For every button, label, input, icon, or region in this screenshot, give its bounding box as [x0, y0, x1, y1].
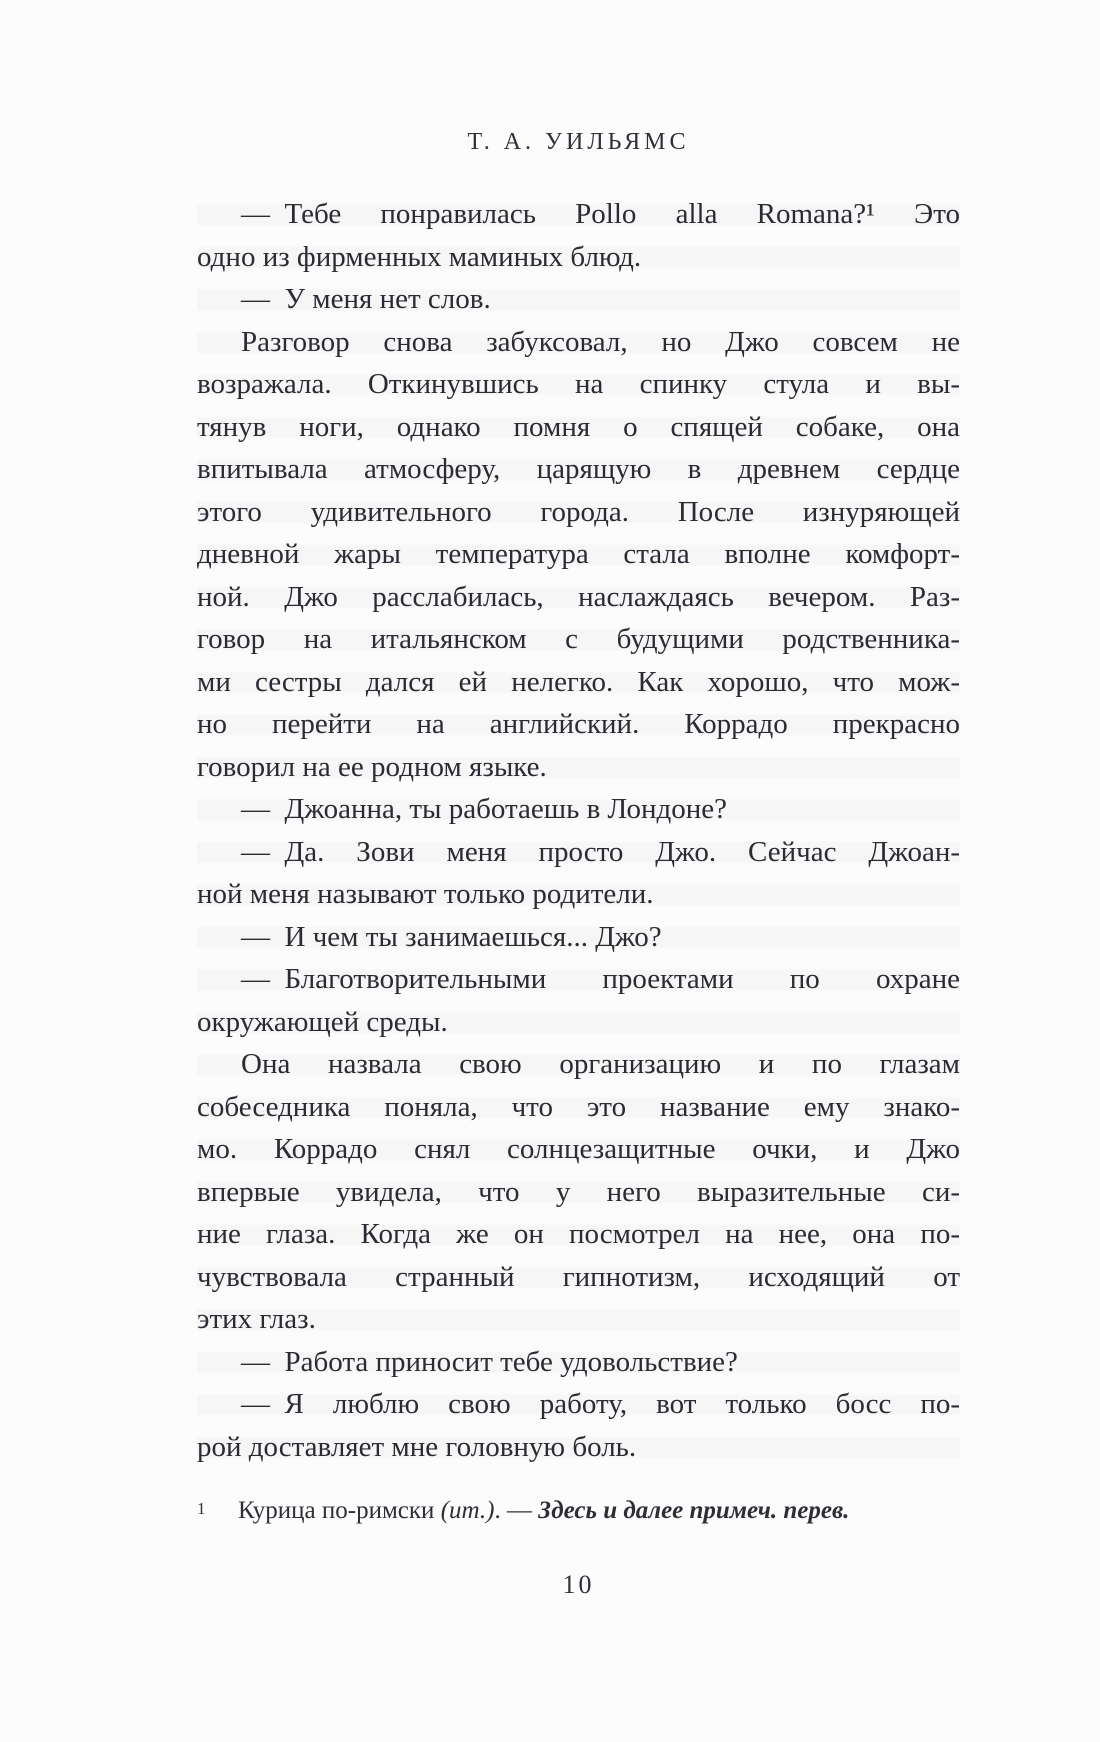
footnote-part: (ит.): [440, 1497, 495, 1524]
text-line: но перейти на английский. Коррадо прекрасно: [197, 708, 960, 740]
text-line: — Работа приносит тебе удовольствие?: [241, 1345, 738, 1378]
text-line: впервые увидела, что у него выразительные си-: [197, 1175, 960, 1208]
footnote-part: . —: [494, 1497, 539, 1524]
text-line: ной. Джо расслабилась, наслаждаясь вечером. Раз-: [197, 580, 960, 613]
footnote-part: Здесь и далее примеч. перев.: [538, 1497, 850, 1524]
text-line: собеседника поняла, что это название ему знако-: [197, 1090, 960, 1123]
text-line: говор на итальянском с будущими родственника-: [197, 623, 960, 655]
page-body-text: [197, 193, 960, 1468]
text-line: ной меня называют только родители.: [197, 878, 654, 910]
text-line: — Тебе понравилась Pollo alla Romana?¹ Это: [241, 198, 960, 230]
text-line: дневной жары температура стала вполне комфорт-: [197, 538, 960, 570]
footnote: [197, 1494, 960, 1528]
text-line: этих глаз.: [197, 1303, 316, 1335]
text-line: этого удивительного города. После изнуряющей: [197, 495, 960, 528]
text-line: ми сестры дался ей нелегко. Как хорошо, что мож-: [197, 665, 960, 698]
text-line: — И чем ты занимаешься... Джо?: [241, 920, 662, 953]
footnote-part: Курица по-римски: [238, 1497, 441, 1524]
text-line: — Благотворительными проектами по охране: [241, 963, 960, 995]
page-number: 10: [562, 1570, 595, 1599]
text-line: чувствовала странный гипнотизм, исходящий от: [197, 1260, 960, 1293]
text-line: впитывала атмосферу, царящую в древнем сердце: [197, 453, 960, 485]
text-line: одно из фирменных маминых блюд.: [197, 240, 642, 273]
text-line: окружающей среды.: [197, 1005, 448, 1038]
text-line: Она назвала свою организацию и по глазам: [241, 1048, 960, 1080]
text-line: — Джоанна, ты работаешь в Лондоне?: [241, 793, 728, 825]
text-line: возражала. Откинувшись на спинку стула и вы-: [197, 368, 960, 400]
footnote-marker: 1: [197, 1499, 206, 1518]
footnote-text: [238, 1494, 849, 1528]
text-line: — Я люблю свою работу, вот только босс по-: [241, 1388, 960, 1420]
running-head: Т. А. УИЛЬЯМС: [467, 129, 690, 155]
text-line: говорил на ее родном языке.: [197, 750, 547, 783]
text-line: мо. Коррадо снял солнцезащитные очки, и Джо: [197, 1133, 960, 1165]
text-line: — У меня нет слов.: [241, 283, 491, 315]
text-line: рой доставляет мне головную боль.: [197, 1430, 637, 1463]
text-line: ние глаза. Когда же он посмотрел на нее, она по-: [197, 1218, 960, 1250]
text-line: Разговор снова забуксовал, но Джо совсем не: [241, 325, 960, 358]
text-line: — Да. Зови меня просто Джо. Сейчас Джоан-: [241, 835, 960, 868]
text-line: тянув ноги, однако помня о спящей собаке, она: [197, 410, 960, 443]
